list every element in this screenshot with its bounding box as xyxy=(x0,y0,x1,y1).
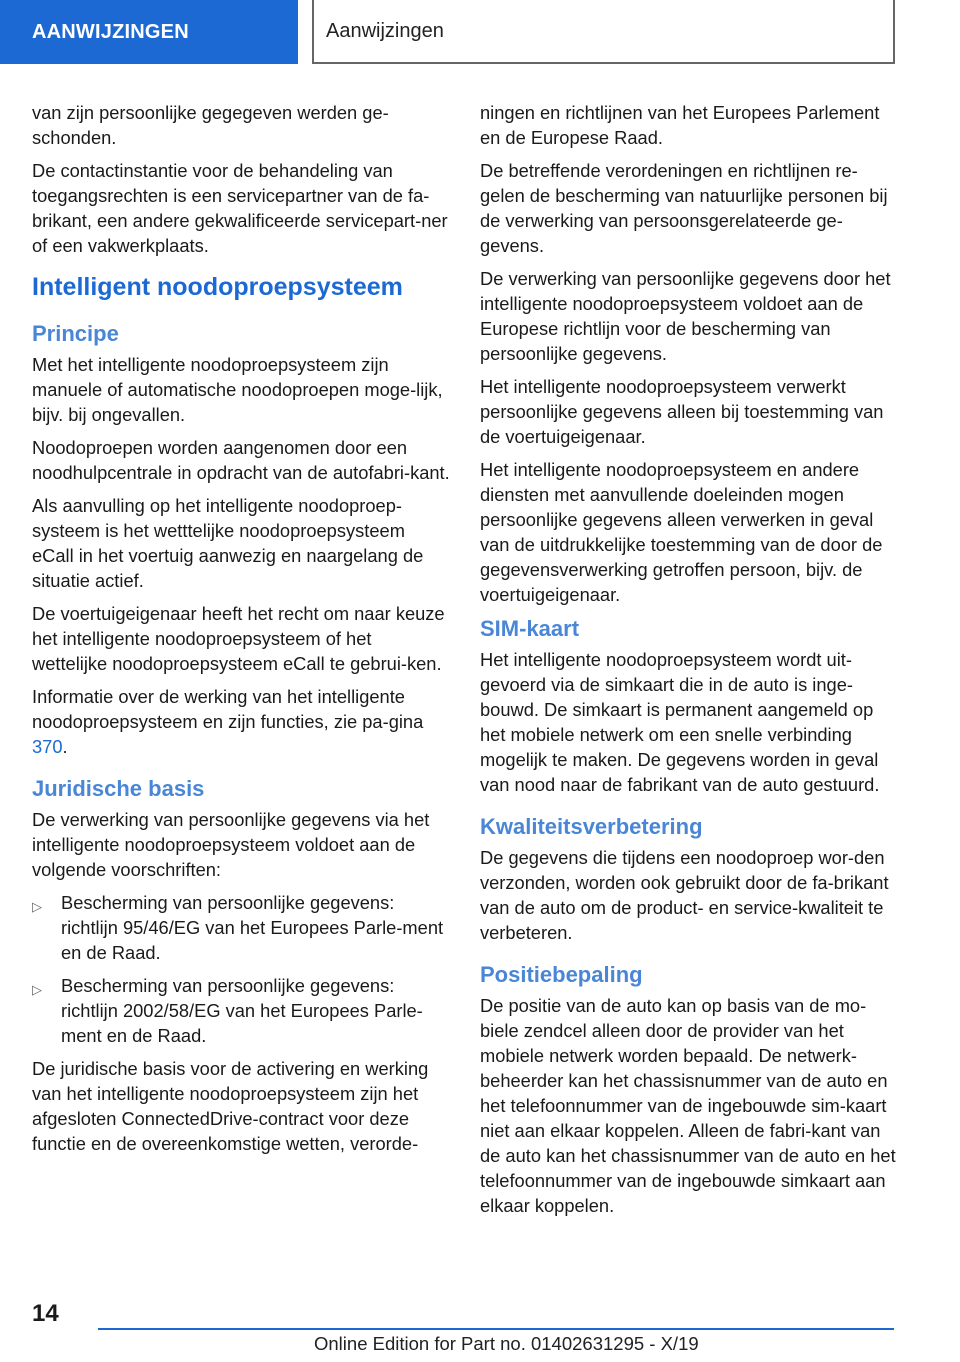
page-header-title: Aanwijzingen xyxy=(326,19,444,42)
paragraph: Met het intelligente noodoproepsysteem zijn manuele of automatische noodoproepen moge-lijk, bijv. bij ongevallen. xyxy=(32,354,443,425)
paragraph xyxy=(32,684,450,759)
paragraph: Het intelligente noodoproepsysteem verwerkt persoonlijke gegevens alleen bij toestemming van de voertuigeigenaar. xyxy=(480,376,884,447)
triangle-bullet-icon: ▷ xyxy=(32,899,42,914)
paragraph: De contactinstantie voor de behandeling van toegangsrechten is een servicepartner van de fa-brikant, een andere gekwalificeerde servicepart-ner of een vakwerkplaats. xyxy=(32,160,448,256)
paragraph: Noodoproepen worden aangenomen door een noodhulpcentrale in opdracht van de autofabri-kant. xyxy=(32,437,450,483)
footer-divider xyxy=(98,1328,894,1330)
paragraph: Het intelligente noodoproepsysteem wordt uit-gevoerd via de simkaart die in de auto is inge-bouwd. De simkaart is permanent aangemeld op het mobiele netwerk om een snelle verbinding mogelijk te maken. De gegevens worden in geval van nood naar de fabrikant van de auto gestuurd. xyxy=(480,649,880,795)
subheading-principe: Principe xyxy=(32,321,119,346)
section-tab xyxy=(0,0,298,64)
section-tab-label: AANWIJZINGEN xyxy=(32,20,189,43)
paragraph: De juridische basis voor de activering en werking van het intelligente noodoproepsysteem zijn het afgesloten ConnectedDrive-contract voor deze functie en de overeenkomstige wetten, verorde- xyxy=(32,1058,429,1154)
list-item xyxy=(32,973,450,1048)
bullet-list xyxy=(32,890,450,1048)
paragraph: Het intelligente noodoproepsysteem en andere diensten met aanvullende doeleinden mogen persoonlijke gegevens alleen verwerken in geval van de uitdrukkelijke toestemming van de door de gegevensverwerking getroffen persoon, bijv. de voertuigeigenaar. xyxy=(480,459,883,605)
list-item xyxy=(32,890,450,965)
paragraph: De voertuigeigenaar heeft het recht om naar keuze het intelligente noodoproepsysteem of het wettelijke noodoproepsysteem eCall te gebrui-ken. xyxy=(32,603,445,674)
right-column xyxy=(480,100,900,1226)
page-number: 14 xyxy=(32,1300,59,1327)
paragraph: Als aanvulling op het intelligente noodoproep-systeem is het wetttelijke noodoproepsysteem eCall in het voertuig aanwezig en naargelang de situatie actief. xyxy=(32,495,424,591)
paragraph-text-end: . xyxy=(62,736,68,757)
paragraph: De verwerking van persoonlijke gegevens door het intelligente noodoproepsysteem voldoet aan de Europese richtlijn voor de bescherming van persoonlijke gegevens. xyxy=(480,268,891,364)
left-column xyxy=(32,100,450,1164)
page-reference-link[interactable]: 370 xyxy=(32,736,63,757)
triangle-bullet-icon: ▷ xyxy=(32,982,42,997)
paragraph: De betreffende verordeningen en richtlijnen re-gelen de bescherming van natuurlijke personen bij de verwerking van persoonsgerelateerde ge-gevens. xyxy=(480,160,888,256)
paragraph: ningen en richtlijnen van het Europees Parlement en de Europese Raad. xyxy=(480,102,880,148)
section-heading: Intelligent noodoproepsysteem xyxy=(32,273,403,301)
subheading-positiebepaling: Positiebepaling xyxy=(480,962,643,987)
subheading-juridische-basis: Juridische basis xyxy=(32,776,205,801)
subheading-sim-kaart: SIM-kaart xyxy=(480,616,580,641)
paragraph: van zijn persoonlijke gegegeven werden ge-schonden. xyxy=(32,102,389,148)
paragraph: De gegevens die tijdens een noodoproep wor-den verzonden, worden ook gebruikt door de fa-brikant van de auto om de product- en service-kwaliteit te verbeteren. xyxy=(480,847,889,943)
list-item-text: Bescherming van persoonlijke gegevens: richtlijn 2002/58/EG van het Europees Parle-ment en de Raad. xyxy=(61,975,423,1046)
paragraph-text: Informatie over de werking van het intelligente noodoproepsysteem en zijn functies, zie pa-gina xyxy=(32,686,424,732)
paragraph: De verwerking van persoonlijke gegevens via het intelligente noodoproepsysteem voldoet aan de volgende voorschriften: xyxy=(32,809,430,880)
footer-edition-text: Online Edition for Part no. 01402631295 - X/19 xyxy=(314,1333,699,1354)
paragraph: De positie van de auto kan op basis van de mo-biele zendcel alleen door de provider van het mobiele netwerk worden bepaald. De netwerk-beheerder kan het chassisnummer van de auto en het telefoonnummer van de ingebouwde sim-kaart niet aan elkaar koppelen. Alleen de fabri-kant van de auto kan het chassisnummer van de auto en het telefoonnummer van de ingebouwde simkaart aan elkaar koppelen. xyxy=(480,995,896,1216)
list-item-text: Bescherming van persoonlijke gegevens: richtlijn 95/46/EG van het Europees Parle-ment en de Raad. xyxy=(61,892,444,963)
subheading-kwaliteitsverbetering: Kwaliteitsverbetering xyxy=(480,814,703,839)
